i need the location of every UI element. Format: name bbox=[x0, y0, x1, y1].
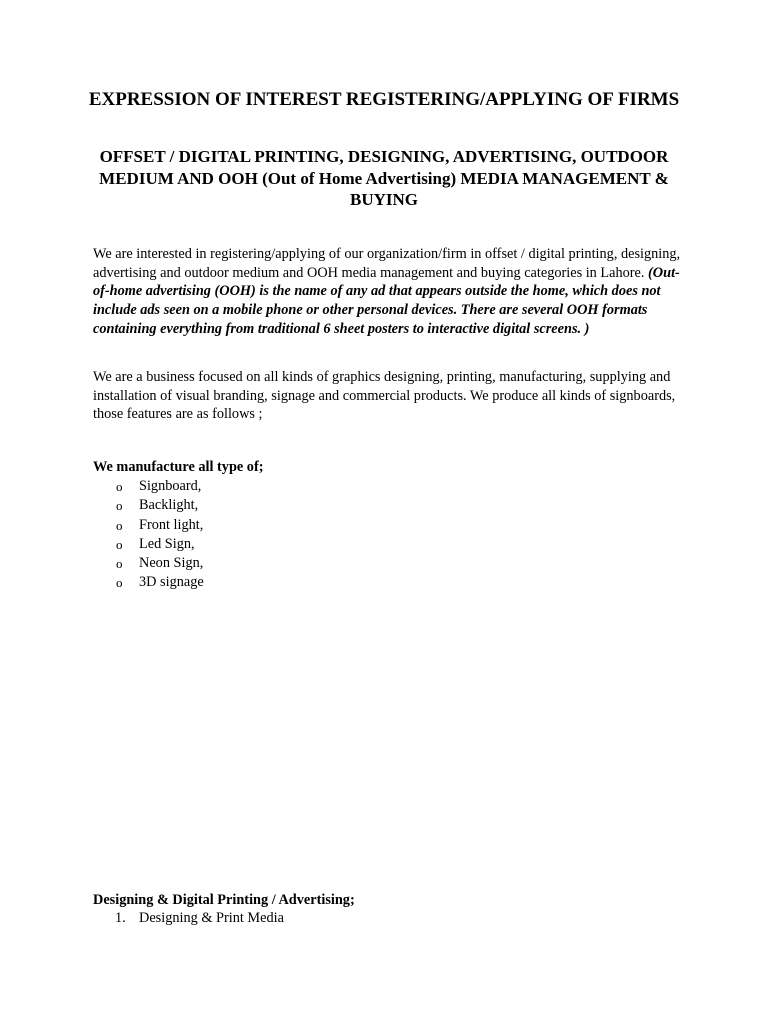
bullet-marker: o bbox=[116, 517, 123, 533]
intro-paragraph bbox=[93, 245, 683, 339]
bullet-marker: o bbox=[116, 479, 123, 494]
number-marker: 1. bbox=[115, 910, 126, 926]
list-item-text: Designing & Print Media bbox=[139, 910, 284, 926]
document-subtitle: OFFSET / DIGITAL PRINTING, DESIGNING, ADVERTISING, OUTDOOR MEDIUM AND OOH (Out of Home Advertising) MEDIA MANAGEMENT & BUYING bbox=[99, 147, 669, 209]
list-item-text: Signboard, bbox=[139, 478, 202, 494]
bullet-marker: o bbox=[116, 556, 123, 572]
list-item-text: Neon Sign, bbox=[139, 555, 204, 572]
list-item bbox=[93, 573, 204, 592]
list-item-text: Front light, bbox=[139, 516, 204, 533]
list-item-text: Backlight, bbox=[139, 497, 199, 514]
designing-list bbox=[93, 909, 284, 928]
ooh-definition: (Out-of-home advertising (OOH) is the name of any ad that appears outside the home, which does not include ads seen on a mobile phone or other personal devices. There are several OOH formats containing everything from traditional 6 sheet posters to interactive digital screens. ) bbox=[93, 264, 680, 337]
bullet-marker: o bbox=[116, 536, 123, 552]
manufacture-heading: We manufacture all type of; bbox=[93, 459, 264, 475]
list-item-text: 3D signage bbox=[139, 574, 204, 591]
document-title: EXPRESSION OF INTEREST REGISTERING/APPLYING OF FIRMS bbox=[88, 89, 680, 110]
list-item-text: Led Sign, bbox=[139, 535, 195, 552]
business-paragraph: We are a business focused on all kinds of graphics designing, printing, manufacturing, supplying and installation of visual branding, signage and commercial products. We produce all kinds of signboards, those features are as follows ; bbox=[93, 369, 676, 423]
list-item bbox=[93, 477, 204, 496]
manufacture-list bbox=[93, 477, 204, 593]
list-item bbox=[93, 535, 204, 554]
bullet-marker: o bbox=[116, 575, 123, 591]
designing-heading: Designing & Digital Printing / Advertising; bbox=[93, 892, 355, 908]
list-item bbox=[93, 516, 204, 535]
bullet-marker: o bbox=[116, 498, 123, 514]
list-item bbox=[93, 496, 204, 515]
list-item bbox=[93, 909, 284, 928]
list-item bbox=[93, 554, 204, 573]
intro-text: We are interested in registering/applying of our organization/firm in offset / digital printing, designing, advertising and outdoor medium and OOH media management and buying categories in Lahore. bbox=[93, 246, 681, 281]
